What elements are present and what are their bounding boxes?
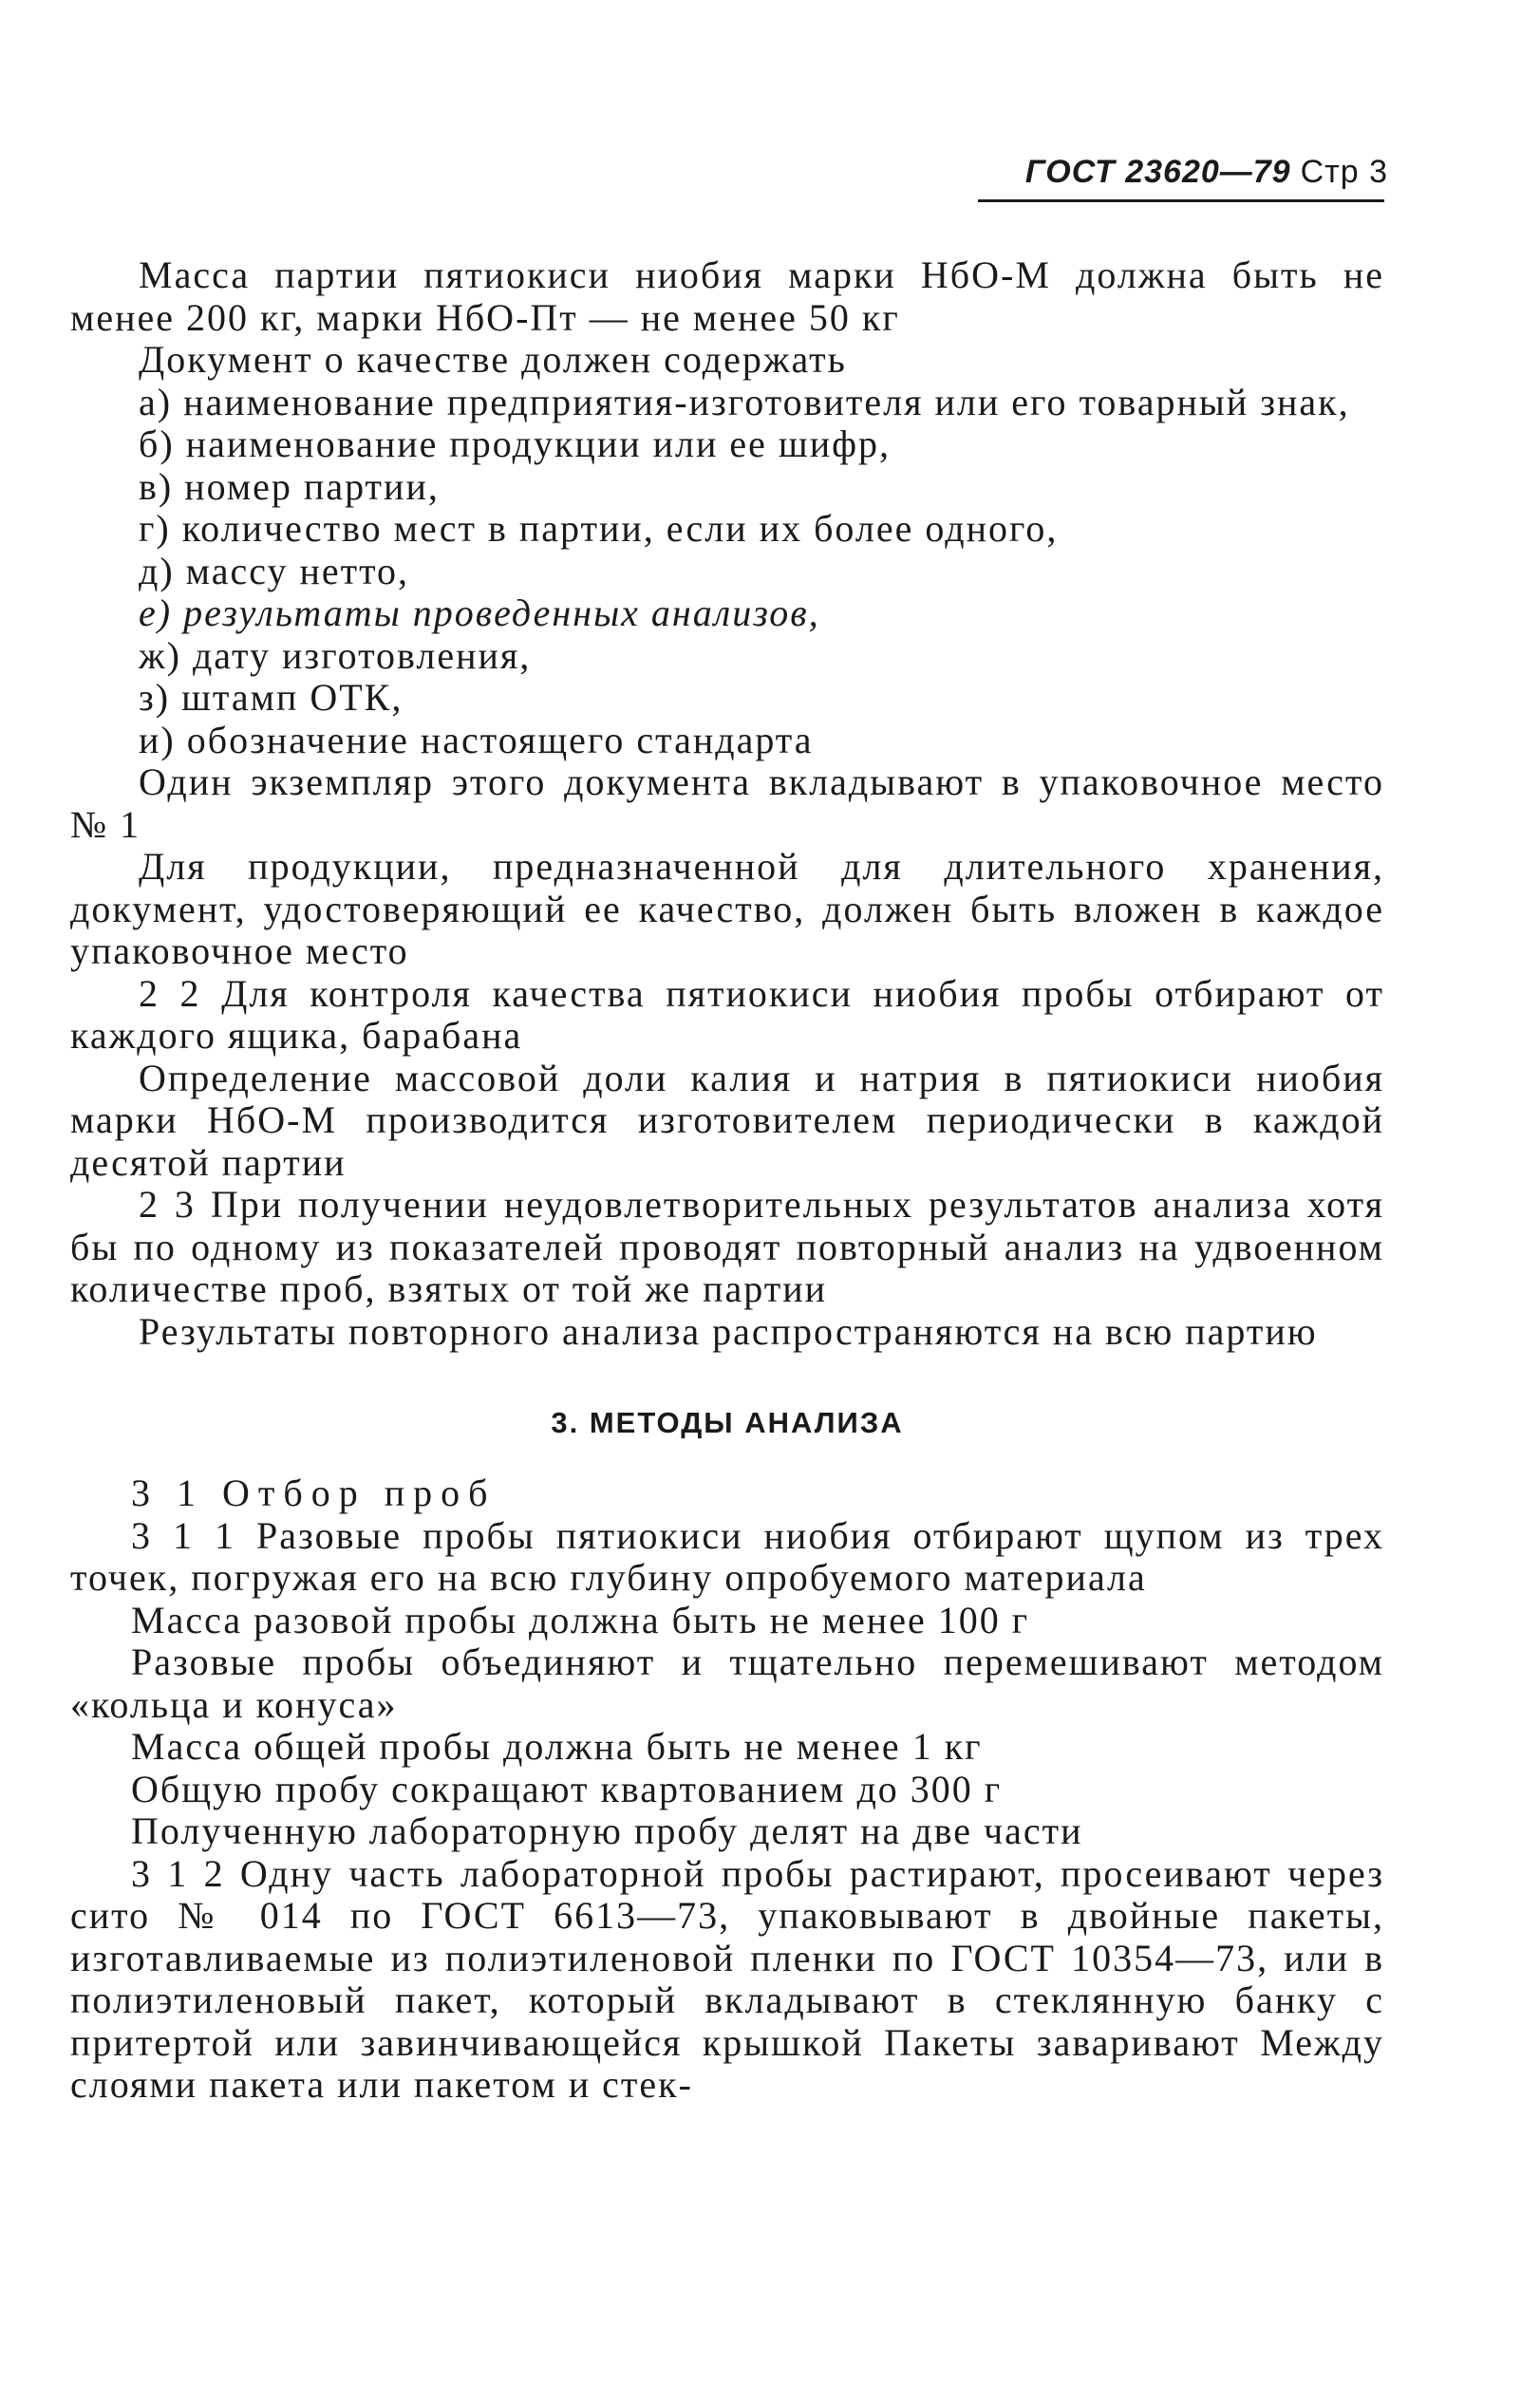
- list-item: з) штамп ОТК,: [139, 676, 404, 719]
- paragraph: Масса общей пробы должна быть не менее 1 кг: [131, 1725, 983, 1768]
- page-number: Стр 3: [1300, 154, 1388, 190]
- list-item: в) номер партии,: [139, 464, 440, 508]
- subsection-heading: 3 1 Отбор проб: [131, 1472, 497, 1514]
- paragraph: Результаты повторного анализа распространяются на всю партию: [139, 1309, 1318, 1353]
- list-item: д) массу нетто,: [139, 549, 410, 592]
- paragraph: Документ о качестве должен содержать: [139, 338, 847, 381]
- header-rule: [978, 199, 1384, 202]
- list-item: и) обозначение настоящего стандарта: [139, 718, 814, 761]
- list-item: г) количество мест в партии, если их более одного,: [139, 507, 1059, 550]
- paragraph: Масса партии пятиокиси ниобия марки НбО-М должна быть не менее 200 кг, марки НбО-Пт — не менее 50 кг: [70, 253, 1384, 339]
- clause-2-2: 2 2 Для контроля качества пятиокиси ниобия пробы отбирают от каждого ящика, барабана: [70, 971, 1384, 1057]
- paragraph: Один экземпляр этого документа вкладывают в упаковочное место № 1: [70, 760, 1384, 846]
- page-header: [1025, 154, 1388, 191]
- list-item: б) наименование продукции или ее шифр,: [139, 422, 892, 465]
- list-item: ж) дату изготовления,: [139, 633, 532, 677]
- list-item: а) наименование предприятия-изготовителя или его товарный знак,: [139, 380, 1350, 423]
- paragraph: Полученную лабораторную пробу делят на две части: [131, 1809, 1083, 1852]
- paragraph: Разовые пробы объединяют и тщательно перемешивают методом «кольца и конуса»: [70, 1640, 1384, 1726]
- paragraph: Общую пробу сокращают квартованием до 300 г: [131, 1767, 1003, 1810]
- clause-2-3: 2 3 При получении неудовлетворительных результатов анализа хотя бы по одному из показателей проводят повторный анализ на удвоенном количестве проб, взятых от той же партии: [70, 1183, 1384, 1310]
- paragraph: Определение массовой доли калия и натрия в пятиокиси ниобия марки НбО-М производится изготовителем периодически в каждой десятой партии: [70, 1056, 1384, 1184]
- clause-3-1-1: 3 1 1 Разовые пробы пятиокиси ниобия отбирают щупом из трех точек, погружая его на всю глубину опробуемого материала: [70, 1513, 1384, 1599]
- document-body: [70, 254, 1384, 2107]
- paragraph: Масса разовой пробы должна быть не менее 100 г: [131, 1598, 1030, 1641]
- paragraph: Для продукции, предназначенной для длительного хранения, документ, удостоверяющий ее качество, должен быть вложен в каждое упаковочное место: [70, 845, 1384, 972]
- list-item: е) результаты проведенных анализов,: [139, 591, 820, 634]
- standard-number: ГОСТ 23620—79: [1024, 154, 1291, 190]
- clause-3-1-2: 3 1 2 Одну часть лабораторной пробы растирают, просеивают через сито № 014 по ГОСТ 6613—73, упаковывают в двойные пакеты, изготавливаемые из полиэтиленовой пленки по ГОСТ 10354—73, или в полиэтиленовый пакет, который вкладывают в стеклянную банку с притертой или завинчивающейся крышкой Пакеты заваривают Между слоями пакета или пакетом и стек-: [70, 1851, 1384, 2106]
- section-heading: 3. МЕТОДЫ АНАЛИЗА: [551, 1406, 904, 1439]
